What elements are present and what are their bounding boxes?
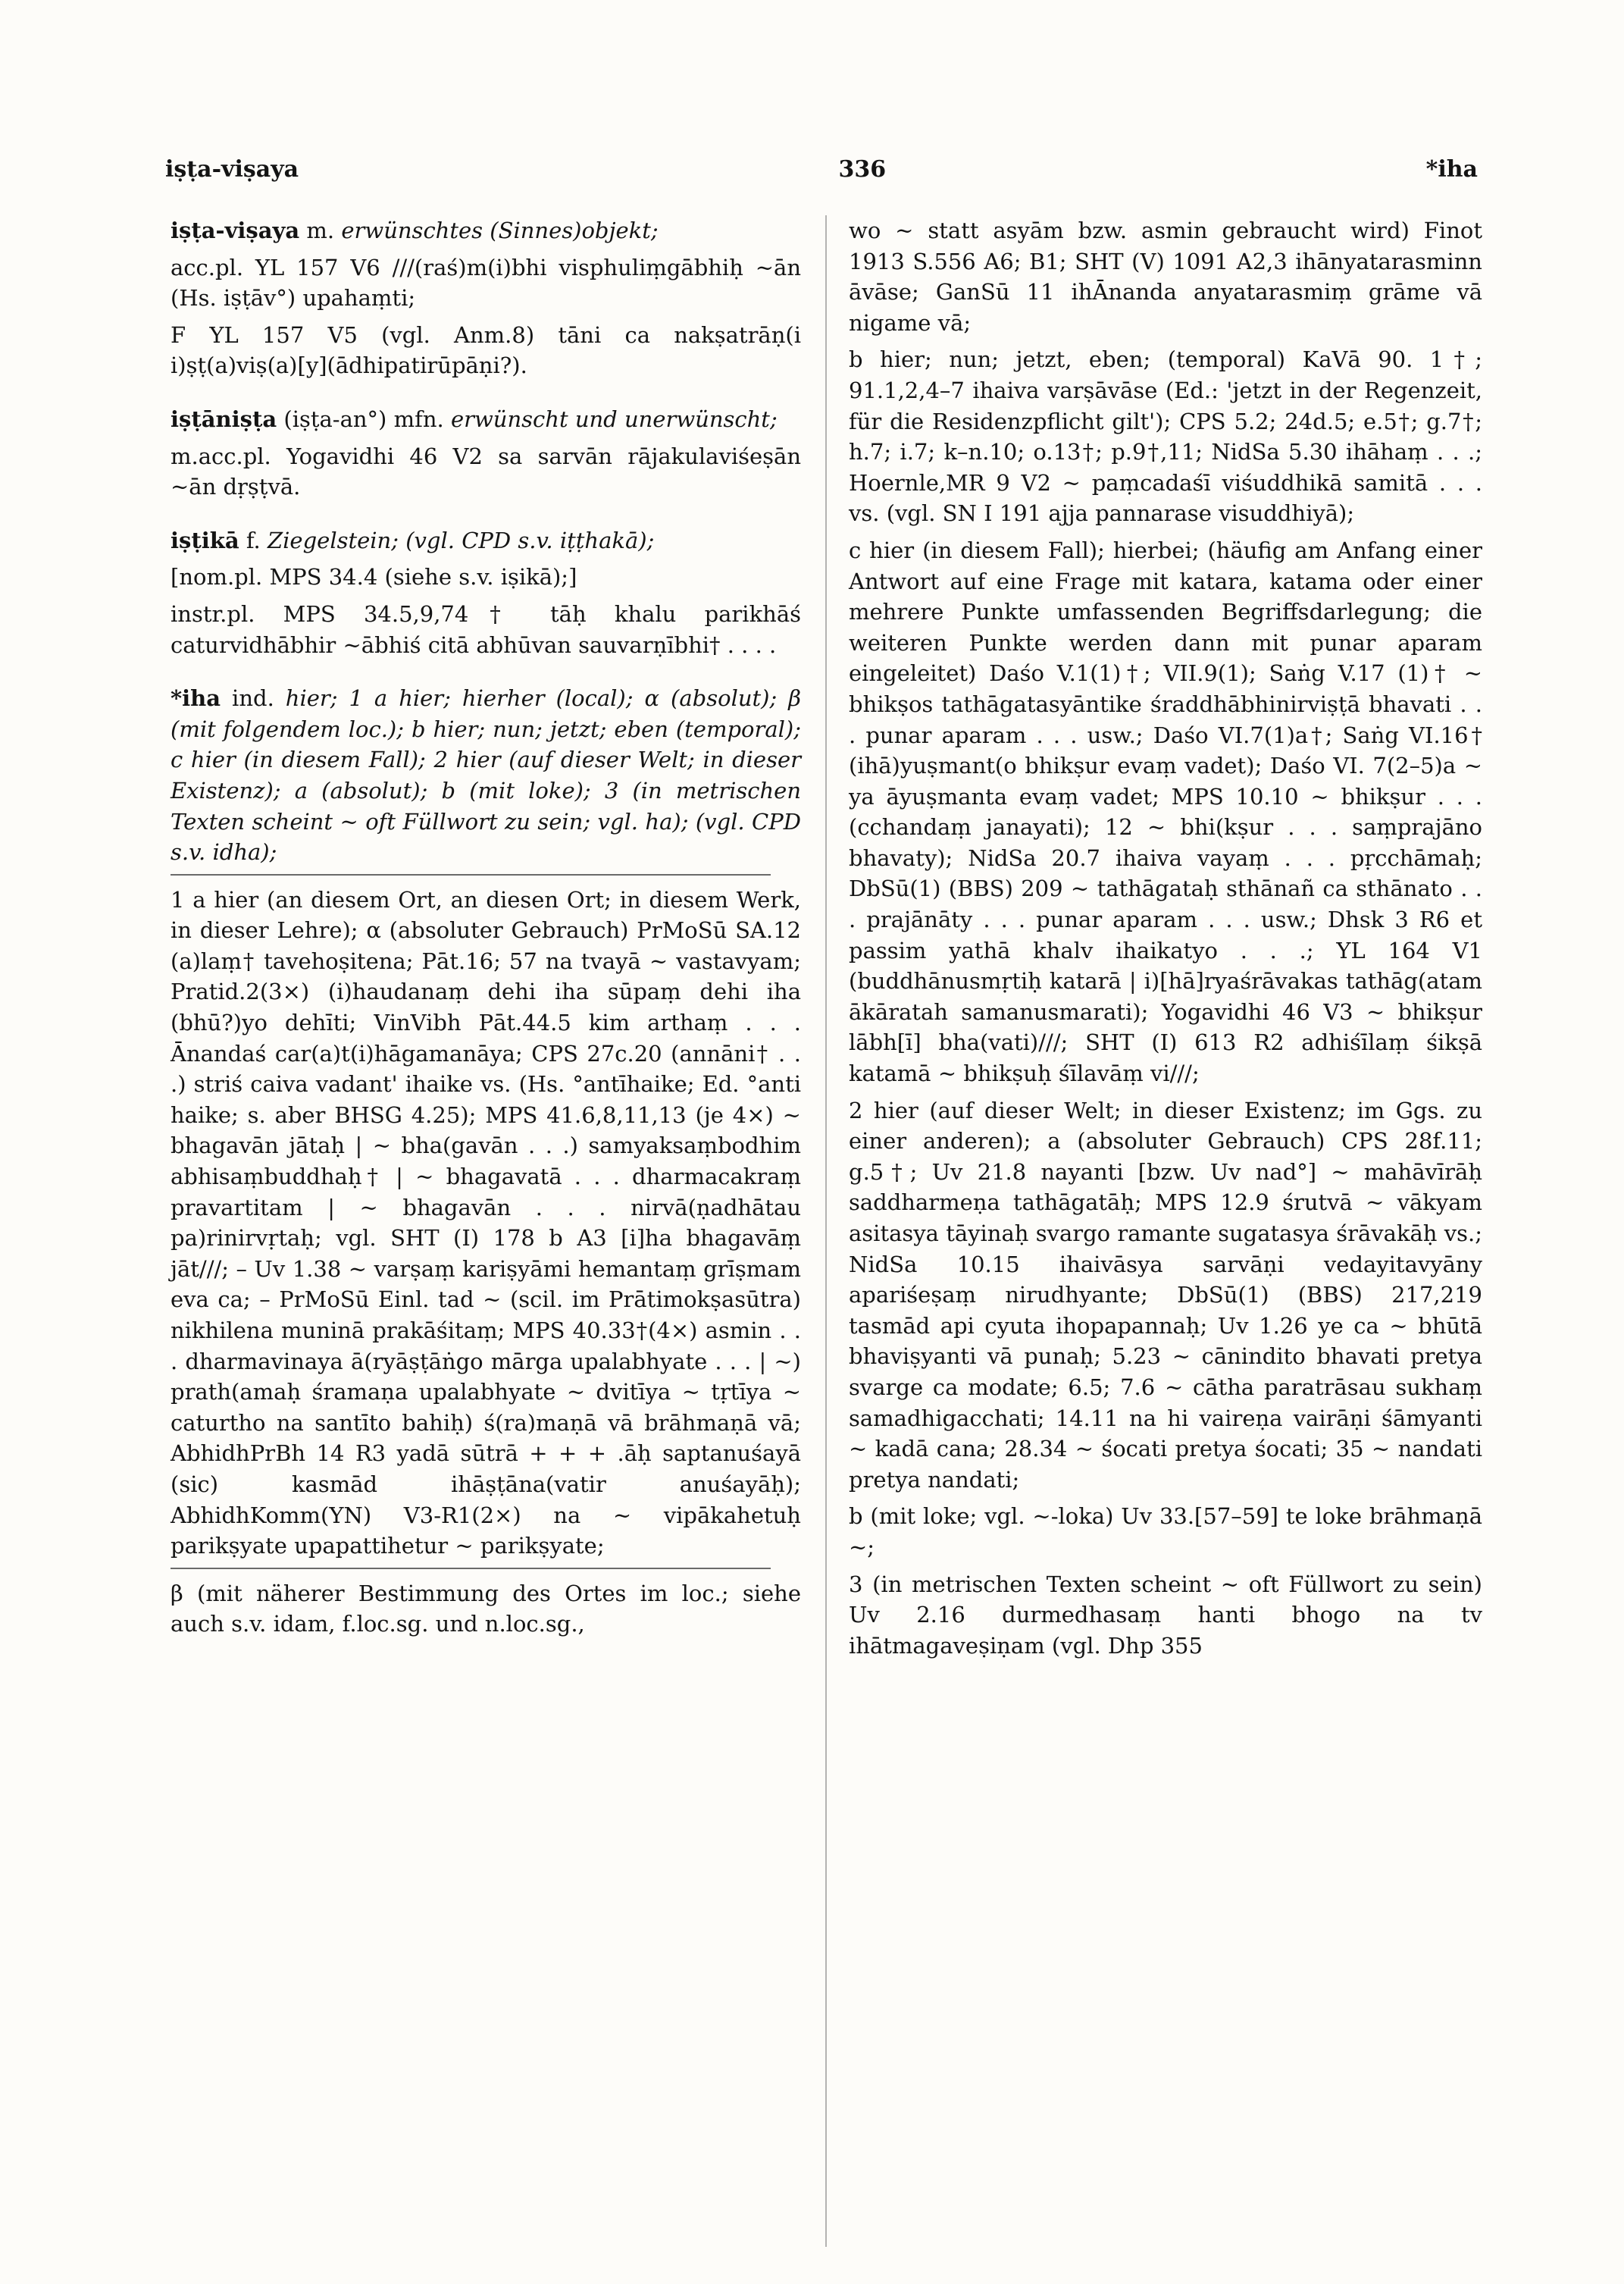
- entry-istavisaya: [171, 215, 801, 381]
- citation: m.acc.pl. Yogavidhi 46 V2 sa sarvān rājakulaviśeṣān ~ān dṛṣṭvā.: [171, 443, 801, 500]
- entry-iha: [171, 683, 801, 1640]
- entry-head: [171, 683, 801, 868]
- citation: F YL 157 V5 (vgl. Anm.8) tāni ca nakṣatrāṇ(i i)ṣṭ(a)viṣ(a)[y](ādhipatirūpāṇi?).: [171, 321, 801, 379]
- headword: iṣṭikā: [171, 527, 239, 553]
- part-of-speech: f.: [246, 527, 261, 553]
- running-head-left: iṣṭa-viṣaya: [165, 156, 299, 183]
- citation: instr.pl. MPS 34.5,9,74† tāḥ khalu parikhāś caturvidhābhir ~ābhiś citā abhūvan sauvarṇībhi† . . . .: [171, 600, 801, 658]
- sense-2b: b (mit loke; vgl. ~-loka) Uv 33.[57–59] te loke brāhmaṇā ~;: [849, 1503, 1482, 1560]
- entry-head: [171, 525, 801, 556]
- part-of-speech: (iṣṭa-an°) mfn.: [283, 406, 444, 432]
- sense-2a: 2 hier (auf dieser Welt; in dieser Existenz; im Ggs. zu einer anderen); a (absoluter Gebrauch) CPS 28f.11; g.5†; Uv 21.8 nayanti [bzw. Uv nad°] ~ mahāvīrāḥ saddharmeṇa tathāgatāḥ; MPS 12.9 śrutvā ~ vākyam asitasya tāyinaḥ svargo ramante sugatasya śrāvakāḥ vs.; NidSa 10.15 ihaivāsya sarvāṇi vedayitavyāny apariśeṣaṃ nirudhyante; DbSū(1) (BBS) 217,219 tasmād api cyuta ihopapannaḥ; Uv 1.26 ye ca ~ bhūtā bhaviṣyanti vā punaḥ; 5.23 ~ cānindito bhavati pretya svarge ca modate; 6.5; 7.6 ~ cātha paratrāsau sukhaṃ samadhigacchati; 14.11 na hi vaireṇa vairāṇi śāmyanti ~ kadā cana; 28.34 ~ śocati pretya śocati; 35 ~ nandati pretya nandati;: [849, 1097, 1482, 1493]
- part-of-speech: ind.: [232, 685, 274, 712]
- entry-istika: [171, 525, 801, 660]
- headword: iṣṭāniṣṭa: [171, 406, 277, 432]
- entry-istanista: [171, 404, 801, 503]
- sense-1a-beta: β (mit näherer Bestimmung des Ortes im loc.; siehe auch s.v. idam, f.loc.sg. und n.loc.sg.,: [171, 1580, 801, 1637]
- gloss: Ziegelstein; (vgl. CPD s.v. iṭṭhakā);: [268, 527, 655, 553]
- page-number: 336: [838, 156, 887, 183]
- sense-overview: hier; 1 a hier; hierher (local); α (absolut); β (mit folgendem loc.); b hier; nun; jetzt; eben (temporal); c hier (in diesem Fall); 2 hier (auf dieser Welt; in dieser Existenz); a (absolut); b (mit loke); 3 (in metrischen Texten scheint ~ oft Füllwort zu sein; vgl. ha); (vgl. CPD s.v. idha);: [171, 685, 802, 866]
- sense-3: 3 (in metrischen Texten scheint ~ oft Füllwort zu sein) Uv 2.16 durmedhasaṃ hanti bhogo na tv ihātmagaveṣiṇam (vgl. Dhp 355: [849, 1571, 1482, 1659]
- gloss: erwünschtes (Sinnes)objekt;: [341, 218, 659, 243]
- headword: *iha: [171, 685, 221, 712]
- sense-1a-beta-cont: wo ~ statt asyām bzw. asmin gebraucht wird) Finot 1913 S.556 A6; B1; SHT (V) 1091 A2,3 ihānyatarasminn āvāse; GanSū 11 ihĀnanda anyatarasmiṃ grāme vā nigame vā;: [849, 218, 1482, 336]
- gloss: erwünscht und unerwünscht;: [450, 406, 778, 432]
- sense-1c: c hier (in diesem Fall); hierbei; (häufig am Anfang einer Antwort auf eine Frage mit katara, katama oder einer mehrere Punkte umfassenden Begriffsdarlegung; die weiteren Punkte werden dann mit punar aparam eingeleitet) Daśo V.1(1)†; VII.9(1); Saṅg V.17 (1)† ~ bhikṣos tathāgatasyāntike śraddhābhinirviṣṭā bhavati . . . punar aparam . . . usw.; Daśo VI.7(1)a†; Saṅg VI.16† (ihā)yuṣmant(o bhikṣur evaṃ vadet); Daśo VI. 7(2–5)a ~ ya āyuṣmanta evaṃ vadet; MPS 10.10 ~ bhikṣur . . . (cchandaṃ janayati); 12 ~ bhi(kṣur . . . saṃprajāno bhavaty); NidSa 20.7 ihaiva vayaṃ . . . pṛcchāmaḥ; DbSū(1) (BBS) 209 ~ tathāgataḥ sthānañ ca sthānato . . . prajānāty . . . punar aparam . . . usw.; Dhsk 3 R6 et passim yathā khalv ihaikatyo . . .; YL 164 V1 (buddhānusmṛtiḥ katarā | i)[hā]ryaśrāvakas tathāg(atam ākāratah samanusmarati); Yogavidhi 46 V3 ~ bhikṣur lābh[ī] bha(vati)///; SHT (I) 613 R2 adhiśīlaṃ śikṣā katamā ~ bhikṣuḥ śīlavāṃ vi///;: [849, 537, 1482, 1087]
- separator-rule: [171, 1568, 771, 1569]
- separator-rule: [171, 874, 771, 876]
- citation: acc.pl. YL 157 V6 ///(raś)m(i)bhi visphuliṃgābhiḥ ~ān (Hs. iṣṭāv°) upahaṃti;: [171, 254, 801, 312]
- column-divider: [825, 215, 827, 2247]
- entry-head: [171, 404, 801, 435]
- right-column: [849, 215, 1482, 1667]
- left-column: [171, 215, 801, 1662]
- sense-1a: 1 a hier (an diesem Ort, an diesen Ort; in diesem Werk, in dieser Lehre); α (absoluter Gebrauch) PrMoSū SA.12 (a)laṃ† tavehoṣitena; Pāt.16; 57 na tvayā ~ vastavyam; Pratid.2(3×) (i)haudanaṃ dehi iha sūpaṃ dehi iha (bhū?)yo dehīti; VinVibh Pāt.44.5 kim arthaṃ . . . Ānandaś car(a)t(i)hāgamanāya; CPS 27c.20 (annāni† . . .) striś caiva vadant' ihaike vs. (Hs. °antīhaike; Ed. °anti haike; s. aber BHSG 4.25); MPS 41.6,8,11,13 (je 4×) ~ bhagavān jātaḥ | ~ bha(gavān . . .) samyaksaṃbodhim abhisaṃbuddhaḥ† | ~ bhagavatā . . . dharmacakraṃ pravartitam | ~ bhagavān . . . nirvā(ṇadhātau pa)rinirvṛtaḥ; vgl. SHT (I) 178 b A3 [i]ha bhagavāṃ jāt///; – Uv 1.38 ~ varṣaṃ kariṣyāmi hemantaṃ grīṣmam eva ca; – PrMoSū Einl. tad ~ (scil. im Prātimokṣasūtra) nikhilena muninā prakāśitaṃ; MPS 40.33†(4×) asmin . . . dharmavinaya ā(ryāṣṭāṅgo mārga upalabhyate . . . | ~) prath(amaḥ śramaṇa upalabhyate ~ dvitīya ~ tṛtīya ~ caturtho na santīto bahiḥ) ś(ra)maṇā vā brāhmaṇā vā; AbhidhPrBh 14 R3 yadā sūtrā + + + .āḥ saptanuśayā (sic) kasmād ihāṣṭāna(vatir anuśayāḥ); AbhidhKomm(YN) V3-R1(2×) na ~ vipākahetuḥ parikṣyate upapattihetur ~ parikṣyate;: [171, 886, 801, 1559]
- part-of-speech: m.: [306, 218, 335, 243]
- running-head-right: *iha: [1425, 156, 1478, 183]
- sense-1b: b hier; nun; jetzt, eben; (temporal) KaVā 90. 1†; 91.1,2,4–7 ihaiva varṣāvāse (Ed.: 'jetzt in der Regenzeit, für die Residenzpflicht gilt'); CPS 5.2; 24d.5; e.5†; g.7†; h.7; i.7; k–n.10; o.13†; p.9†,11; NidSa 5.30 ihāhaṃ . . .; Hoernle,MR 9 V2 ~ paṃcadaśī viśuddhikā samitā . . . vs. (vgl. SN I 191 ajja pannarase visuddhiyā);: [849, 346, 1482, 527]
- citation: [nom.pl. MPS 34.4 (siehe s.v. iṣikā);]: [171, 564, 577, 591]
- entry-head: [171, 215, 801, 246]
- headword: iṣṭa-viṣaya: [171, 218, 300, 243]
- running-head: [165, 156, 1478, 183]
